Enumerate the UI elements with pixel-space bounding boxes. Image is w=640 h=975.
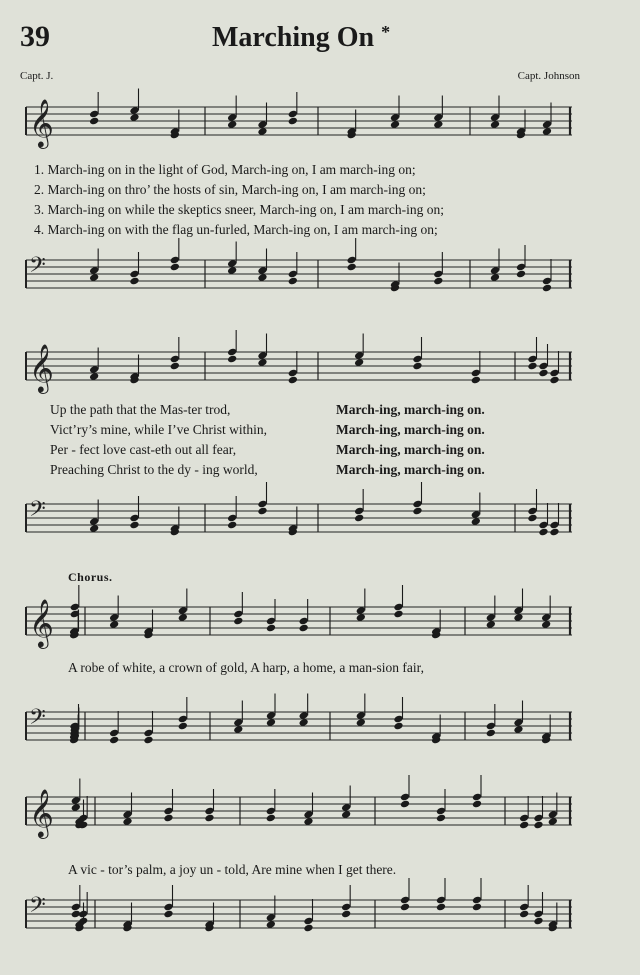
refrain-1: March-ing, march-ing on.	[336, 402, 485, 417]
system-3-treble-staff	[0, 595, 640, 655]
title-text: Marching On	[212, 22, 375, 53]
verse-3-line-1: 3. March-ing on while the skeptics sneer, March-ing on, I am march-ing on;	[34, 202, 444, 217]
chorus-line-2: A vic - tor’s palm, a joy un - told, Are mine when I get there.	[68, 862, 397, 877]
svg-text:𝄢: 𝄢	[29, 893, 46, 924]
system-4-treble-staff	[0, 785, 640, 845]
verse-1-line-1: 1. March-ing on in the light of God, March-ing on, I am march-ing on;	[34, 162, 416, 177]
chorus-label: Chorus.	[68, 570, 113, 584]
svg-text:𝄢: 𝄢	[29, 253, 46, 284]
svg-text:𝄢: 𝄢	[29, 497, 46, 528]
system-1-bass-staff	[0, 248, 640, 308]
svg-text:𝄢: 𝄢	[29, 705, 46, 736]
system-2-bass-staff	[0, 492, 640, 552]
svg-text:𝄞: 𝄞	[29, 788, 54, 837]
verse-4-line-1: 4. March-ing on with the flag un-furled, March-ing on, I am march-ing on;	[34, 222, 438, 237]
svg-text:𝄞: 𝄞	[29, 343, 54, 392]
title-mark: *	[381, 22, 391, 42]
refrain-2: March-ing, march-ing on.	[336, 422, 485, 437]
svg-text:𝄞: 𝄞	[29, 598, 54, 647]
hymn-title	[212, 22, 390, 54]
refrain-3: March-ing, march-ing on.	[336, 442, 485, 457]
system-3-bass-staff	[0, 700, 640, 760]
words-credit: Capt. J.	[20, 70, 54, 82]
chorus-line-1: A robe of white, a crown of gold, A harp, a home, a man-sion fair,	[68, 660, 424, 675]
svg-text:𝄞: 𝄞	[29, 98, 54, 147]
verse-4-line-2: Preaching Christ to the dy - ing world,	[50, 462, 258, 477]
system-4-bass-staff	[0, 888, 640, 948]
hymn-number: 39	[20, 20, 50, 53]
music-credit: Capt. Johnson	[517, 70, 580, 82]
refrain-4: March-ing, march-ing on.	[336, 462, 485, 477]
verse-2-line-1: 2. March-ing on thro’ the hosts of sin, March-ing on, I am march-ing on;	[34, 182, 426, 197]
system-2-treble-staff	[0, 340, 640, 400]
verse-3-line-2: Per - fect love cast-eth out all fear,	[50, 442, 237, 457]
verse-1-line-2: Up the path that the Mas-ter trod,	[50, 402, 231, 417]
system-1-treble-staff	[0, 95, 640, 155]
verse-2-line-2: Vict’ry’s mine, while I’ve Christ within,	[50, 422, 268, 437]
